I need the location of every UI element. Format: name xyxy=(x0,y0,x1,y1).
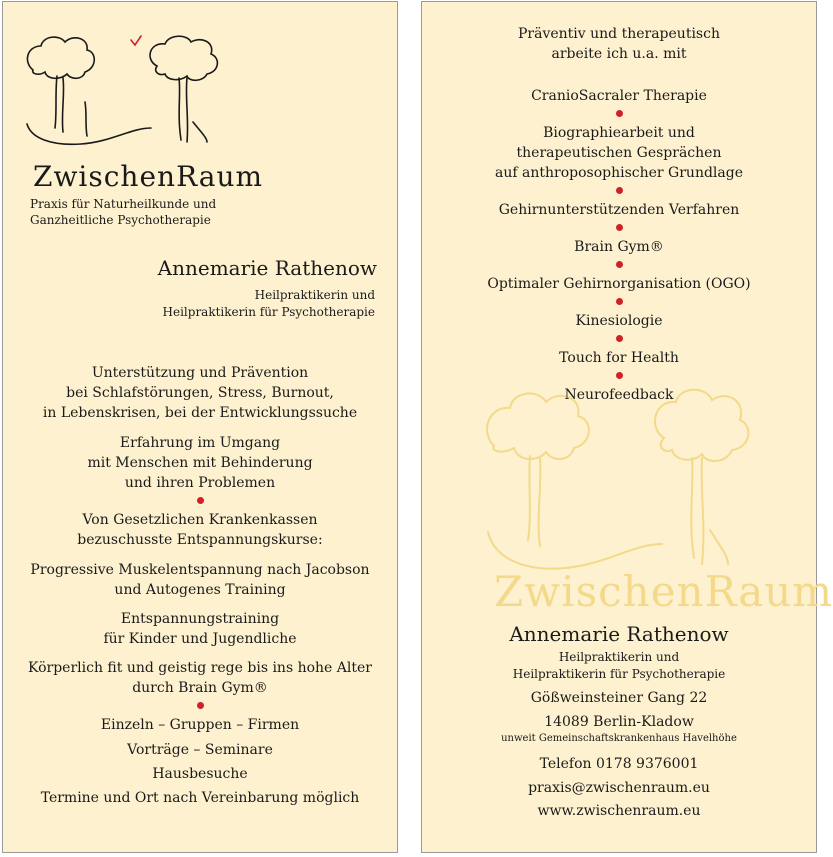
text-line: Einzeln – Gruppen – Firmen xyxy=(100,717,300,733)
separator-dot xyxy=(616,298,623,305)
text-line: bei Schlafstörungen, Stress, Burnout, xyxy=(66,385,334,401)
brand-watermark xyxy=(494,567,833,616)
separator-dot xyxy=(616,187,623,194)
text-line: Hausbesuche xyxy=(152,766,248,782)
practitioner-title xyxy=(163,287,375,321)
method-item xyxy=(422,237,816,257)
brand-subtitle-line2: Ganzheitliche Psychotherapie xyxy=(30,213,211,227)
methods-list xyxy=(422,24,816,405)
methods-intro xyxy=(422,24,816,64)
practitioner-name: Annemarie Rathenow xyxy=(157,256,377,280)
service-block-5 xyxy=(3,609,397,649)
text-line: Unterstützung und Prävention xyxy=(91,365,309,381)
separator-dot xyxy=(197,702,204,709)
contact-title xyxy=(422,649,816,683)
brand-watermark-part2: Raum xyxy=(704,567,833,616)
method-item xyxy=(422,86,816,106)
brand-name-part2: Raum xyxy=(176,160,264,193)
contact-city: 14089 Berlin-Kladow xyxy=(544,714,694,730)
contact-street: Gößweinsteiner Gang 22 xyxy=(530,690,708,706)
text-line: Brain Gym® xyxy=(574,239,664,255)
method-item xyxy=(422,123,816,183)
brand-name-part1: Zwischen xyxy=(33,160,177,193)
text-line: Biographiearbeit und xyxy=(543,125,695,141)
text-line: CranioSacraler Therapie xyxy=(531,88,707,104)
brand-subtitle xyxy=(30,196,216,228)
contact-email-link[interactable]: praxis@zwischenraum.eu xyxy=(528,780,710,796)
text-line: durch Brain Gym® xyxy=(132,680,268,696)
text-line: Neurofeedback xyxy=(564,387,674,403)
contact-website-link[interactable]: www.zwischenraum.eu xyxy=(537,803,701,819)
text-line: Optimaler Gehirnorganisation (OGO) xyxy=(487,276,751,292)
separator-dot xyxy=(616,372,623,379)
text-line: therapeutischen Gesprächen xyxy=(516,145,722,161)
trees-logo-icon xyxy=(21,32,231,157)
separator-dot xyxy=(197,497,204,504)
contact-block xyxy=(422,621,816,821)
text-line: Vorträge – Seminare xyxy=(127,742,273,758)
text-line: Gehirnunterstützenden Verfahren xyxy=(498,202,740,218)
service-block-4 xyxy=(3,560,397,600)
text-line: auf anthroposophischer Grundlage xyxy=(495,165,743,181)
text-line: bezuschusste Entspannungskurse: xyxy=(77,532,323,548)
text-line: Erfahrung im Umgang xyxy=(119,435,281,451)
text-line: Termine und Ort nach Vereinbarung möglich xyxy=(40,790,360,806)
service-block-3 xyxy=(3,510,397,550)
text-line: und Autogenes Training xyxy=(114,582,286,598)
method-item xyxy=(422,200,816,220)
method-item xyxy=(422,385,816,405)
separator-dot xyxy=(616,110,623,117)
practitioner-title-line2: Heilpraktikerin für Psychotherapie xyxy=(162,305,375,319)
brand-subtitle-line1: Praxis für Naturheilkunde und xyxy=(30,197,217,211)
text-line: Kinesiologie xyxy=(575,313,663,329)
method-item xyxy=(422,311,816,331)
separator-dot xyxy=(616,224,623,231)
text-line: in Lebenskrisen, bei der Entwicklungssuche xyxy=(42,405,358,421)
practitioner-title-line1: Heilpraktikerin und xyxy=(254,288,375,302)
service-block-1 xyxy=(3,363,397,423)
flyer-panel-left xyxy=(2,1,398,853)
separator-dot xyxy=(616,335,623,342)
service-block-10 xyxy=(3,788,397,808)
method-item xyxy=(422,348,816,368)
contact-title-line2: Heilpraktikerin für Psychotherapie xyxy=(512,667,726,681)
text-line: Progressive Muskelentspannung nach Jacobson xyxy=(30,562,370,578)
text-line: Entspannungstraining xyxy=(120,611,280,627)
text-line: Touch for Health xyxy=(559,350,679,366)
services-list xyxy=(3,363,397,808)
text-line: Von Gesetzlichen Krankenkassen xyxy=(82,512,318,528)
service-block-6 xyxy=(3,658,397,698)
separator-dot xyxy=(616,261,623,268)
service-block-7 xyxy=(3,715,397,735)
method-item xyxy=(422,274,816,294)
text-line: mit Menschen mit Behinderung xyxy=(87,455,313,471)
text-line: für Kinder und Jugendliche xyxy=(103,631,297,647)
text-line: Körperlich fit und geistig rege bis ins hohe Alter xyxy=(28,660,372,676)
service-block-8 xyxy=(3,740,397,760)
brand-wordmark xyxy=(33,160,263,193)
contact-note: unweit Gemeinschaftskrankenhaus Havelhöhe xyxy=(501,733,737,744)
text-line: Präventiv und therapeutisch xyxy=(518,26,720,42)
text-line: und ihren Problemen xyxy=(124,475,276,491)
contact-title-line1: Heilpraktikerin und xyxy=(558,650,680,664)
flyer-panel-right xyxy=(421,1,833,853)
brand-watermark-part1: Zwischen xyxy=(494,567,705,616)
contact-name: Annemarie Rathenow xyxy=(509,622,729,646)
contact-phone[interactable]: Telefon 0178 9376001 xyxy=(539,756,699,772)
service-block-2 xyxy=(3,433,397,493)
text-line: arbeite ich u.a. mit xyxy=(551,46,687,62)
service-block-9 xyxy=(3,764,397,784)
